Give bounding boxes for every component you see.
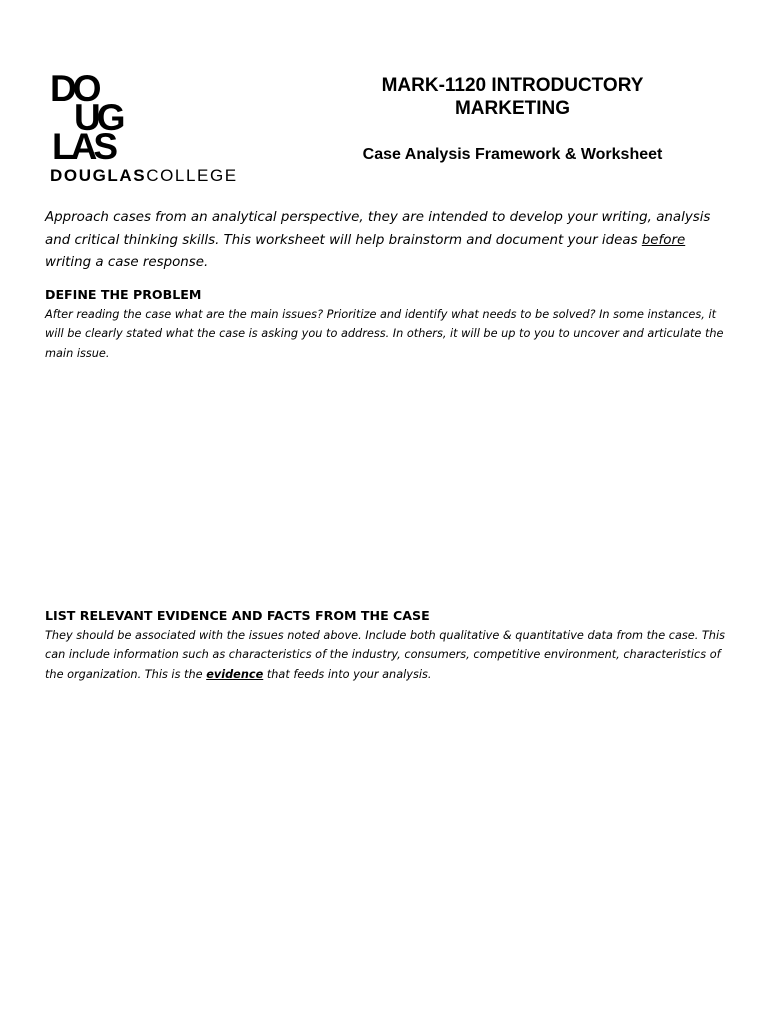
section-description [45, 626, 735, 684]
course-title [340, 74, 685, 120]
douglas-logo-icon [50, 72, 150, 164]
intro-emphasis: before [641, 232, 686, 248]
define-problem-answer-area[interactable] [45, 363, 735, 593]
course-title-line-1: MARK-1120 INTRODUCTORY [381, 75, 644, 96]
intro-text-before: Approach cases from an analytical perspective, they are intended to develop your writing, analysis and critical thinking skills. This worksheet will help brainstorm and document your ideas [45, 210, 711, 248]
evidence-desc-before: They should be associated with the issues noted above. Include both qualitative & quantitative data from the case. This can include information such as characteristics of the industry, consumers, competitive environment, characteristics of the organization. This is the [45, 629, 725, 681]
douglas-college-wordmark [50, 166, 238, 186]
intro-text-after: writing a case response. [45, 255, 209, 270]
section-description: After reading the case what are the main issues? Prioritize and identify what needs to be solved? In some instances, it will be clearly stated what the case is asking you to address. In others, it will be up to you to uncover and articulate the main issue. [45, 308, 724, 360]
evidence-emphasis: evidence [206, 667, 264, 681]
wordmark-college: COLLEGE [146, 166, 238, 185]
course-title-line-2: MARKETING [454, 98, 571, 119]
wordmark-douglas: DOUGLAS [50, 166, 147, 185]
logo-mark-line-1: DO [50, 72, 98, 109]
document-header [340, 74, 685, 165]
section-define-problem [45, 286, 735, 593]
logo-mark-line-3: LAS [52, 126, 114, 164]
evidence-answer-area[interactable] [45, 684, 735, 914]
evidence-desc-after: that feeds into your analysis. [263, 667, 432, 681]
section-heading: LIST RELEVANT EVIDENCE AND FACTS FROM THE CASE [45, 608, 430, 623]
section-relevant-evidence [45, 607, 735, 914]
section-heading: DEFINE THE PROBLEM [45, 287, 202, 302]
intro-paragraph [45, 207, 735, 275]
logo-mark-line-2: UG [74, 97, 122, 138]
worksheet-subtitle: Case Analysis Framework & Worksheet [362, 146, 663, 163]
douglas-logo-mark [50, 72, 150, 164]
